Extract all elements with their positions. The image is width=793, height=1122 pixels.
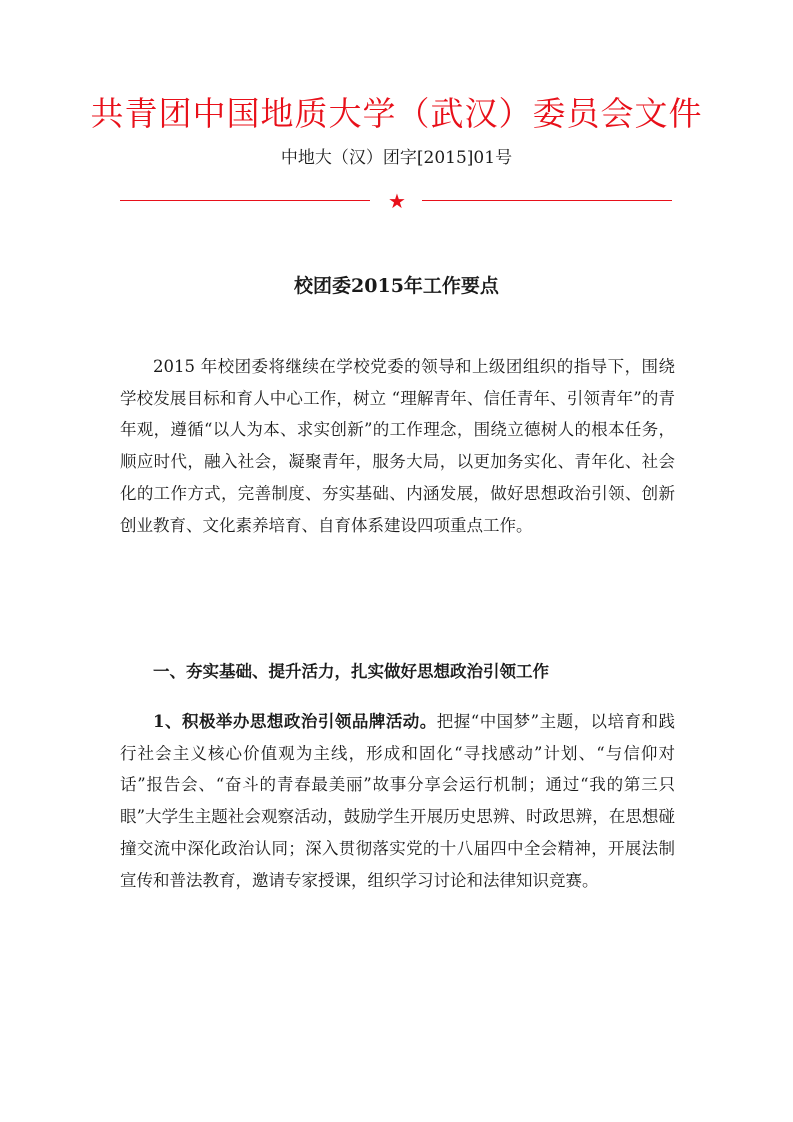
- item-1-lead: 1、积极举办思想政治引领品牌活动。: [153, 712, 437, 731]
- item-1-body: 把握“中国梦”主题，以培育和践行社会主义核心价值观为主线，形成和固化“寻找感动”计划、“与信仰对话”报告会、“奋斗的青春最美丽”故事分享会运行机制；通过“我的第三只眼”大学生主题社会观察活动，鼓励学生开展历史思辨、时政思辨，在思想碰撞交流中深化政治认同；深入贯彻落实党的十八届四中全会精神，开展法制宣传和普法教育，邀请专家授课，组织学习讨论和法律知识竞赛。: [120, 712, 676, 890]
- intro-paragraph: 2015 年校团委将继续在学校党委的领导和上级团组织的指导下，围绕学校发展目标和育人中心工作，树立 “理解青年、信任青年、引领青年”的青年观，遵循“以人为本、求实创新”的工作理念，围绕立德树人的根本任务，顺应时代，融入社会，凝聚青年，服务大局，以更加务实化、青年化、社会化的工作方式，完善制度、夯实基础、内涵发展，做好思想政治引领、创新创业教育、文化素养培育、自育体系建设四项重点工作。: [120, 357, 675, 535]
- item-paragraph-1: [120, 706, 675, 896]
- red-rule-left: [120, 200, 370, 201]
- red-star-icon: ★: [388, 189, 406, 213]
- document-number: 中地大（汉）团字[2015]01号: [280, 148, 513, 168]
- document-title: 校团委2015年工作要点: [294, 275, 499, 297]
- red-header-title: 共青团中国地质大学（武汉）委员会文件: [90, 94, 703, 133]
- section-heading-1: 一、夯实基础、提升活力，扎实做好思想政治引领工作: [153, 662, 549, 681]
- red-rule-right: [422, 200, 672, 201]
